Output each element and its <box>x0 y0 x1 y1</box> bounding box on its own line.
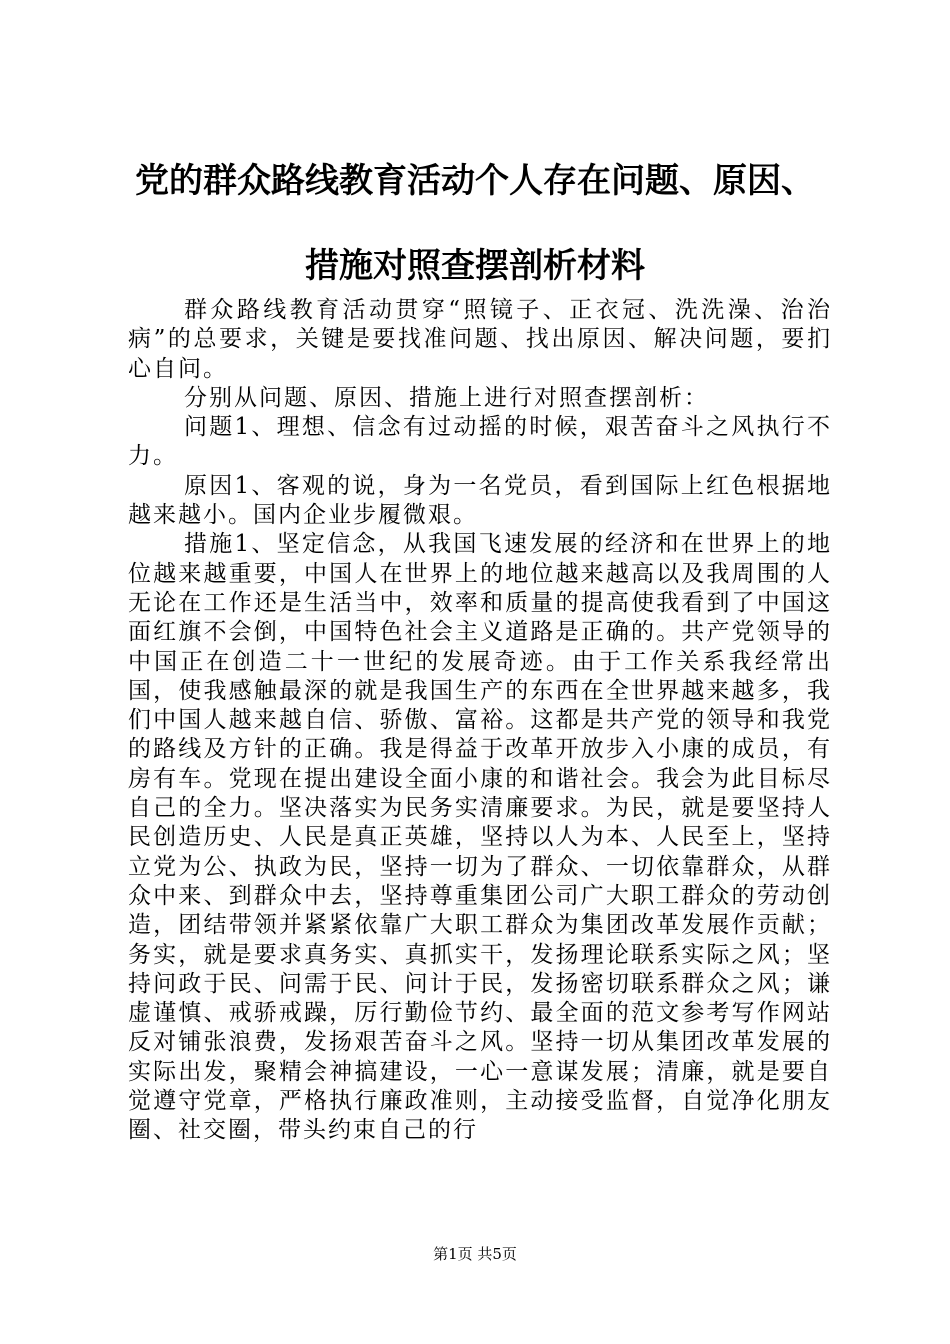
document-body <box>128 296 832 1146</box>
paragraph-intro: 群众路线教育活动贯穿“照镜子、正衣冠、洗洗澡、治治病”的总要求，关键是要找准问题、找出原因、解决问题，要扪心自问。 <box>128 297 832 382</box>
paragraph-measure-1: 措施1、坚定信念，从我国飞速发展的经济和在世界上的地位越来越重要，中国人在世界上的地位越来越高以及我周围的人无论在工作还是生活当中，效率和质量的提高使我看到了中国这面红旗不会倒，中国特色社会主义道路是正确的。共产党领导的中国正在创造二十一世纪的发展奇迹。由于工作关系我经常出国，使我感触最深的就是我国生产的东西在全世界越来越多，我们中国人越来越自信、骄傲、富裕。这都是共产党的领导和我党的路线及方针的正确。我是得益于改革开放步入小康的成员，有房有车。党现在提出建设全面小康的和谐社会。我会为此目标尽自己的全力。坚决落实为民务实清廉要求。为民，就是要坚持人民创造历史、人民是真正英雄，坚持以人为本、人民至上，坚持立党为公、执政为民，坚持一切为了群众、一切依靠群众，从群众中来、到群众中去，坚持尊重集团公司广大职工群众的劳动创造，团结带领并紧紧依靠广大职工群众为集团改革发展作贡献；务实，就是要求真务实、真抓实干，发扬理论联系实际之风；坚持问政于民、问需于民、问计于民，发扬密切联系群众之风；谦虚谨慎、戒骄戒躁，厉行勤俭节约、最全面的范文参考写作网站反对铺张浪费，发扬艰苦奋斗之风。坚持一切从集团改革发展的实际出发，聚精会神搞建设，一心一意谋发展；清廉，就是要自觉遵守党章，严格执行廉政准则，主动接受监督，自觉净化朋友圈、社交圈，带头约束自己的行 <box>128 531 832 1144</box>
page-footer: 第1页 共5页 <box>433 1245 517 1263</box>
paragraph-problem-1: 问题1、理想、信念有过动摇的时候，艰苦奋斗之风执行不力。 <box>128 414 832 470</box>
paragraph-analysis-scope: 分别从问题、原因、措施上进行对照查摆剖析： <box>184 384 709 411</box>
document-title-line-2: 措施对照查摆剖析材料 <box>305 246 645 286</box>
document-title-line-1: 党的群众路线教育活动个人存在问题、原因、 <box>135 161 815 201</box>
paragraph-cause-1: 原因1、客观的说，身为一名党员，看到国际上红色根据地越来越小。国内企业步履微艰。 <box>128 472 832 529</box>
